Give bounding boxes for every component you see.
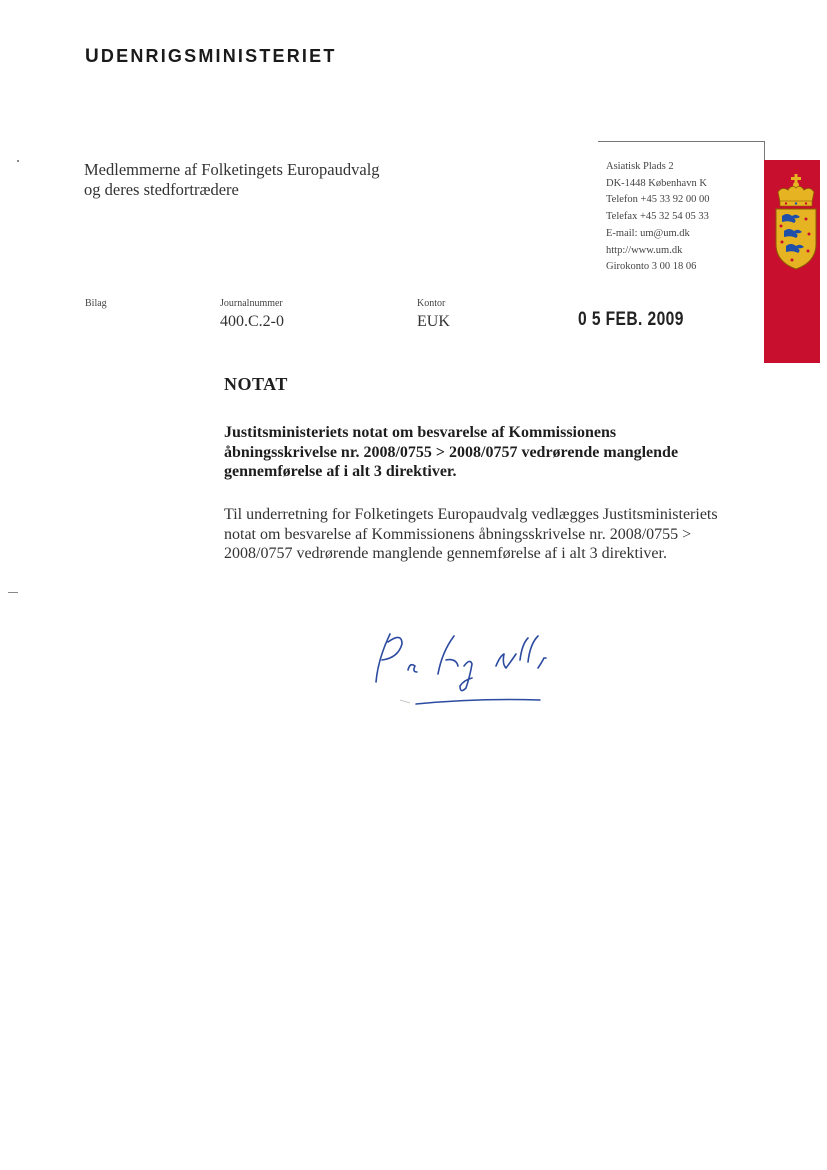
address-website: http://www.um.dk [606,244,683,256]
coat-of-arms-icon [772,172,820,272]
address-email: E-mail: um@um.dk [606,227,690,239]
recipient-block [84,160,380,200]
scan-mark [8,592,18,593]
signature [368,624,578,714]
document-type: NOTAT [224,374,288,394]
kontor-value: EUK [417,313,450,330]
address-fax: Telefax +45 32 54 05 33 [606,211,709,223]
scan-speck [17,160,19,162]
date-stamp: 0 5 FEB. 2009 [578,309,684,330]
address-city: DK-1448 København K [606,177,707,189]
address-street: Asiatisk Plads 2 [606,161,674,172]
address-phone: Telefon +45 33 92 00 00 [606,194,710,206]
journal-number: 400.C.2-0 [220,313,284,330]
address-divider [598,141,764,142]
document-body: Til underretning for Folketingets Europaudvalg vedlægges Justitsministeriets notat om besvarelse af Kommissionens åbningsskrivelse nr. 2008/0755 > 2008/0757 vedrørende manglende gennemførelse af i alt 3 direktiver. [224,506,718,562]
address-giro: Girokonto 3 00 18 06 [606,261,697,273]
bilag-label: Bilag [85,298,107,309]
document-subject: Justitsministeriets notat om besvarelse af Kommissionens åbningsskrivelse nr. 2008/0755 > 2008/0757 vedrørende manglende gennemførelse af i alt 3 direktiver. [224,424,679,480]
recipient-line-2: og deres stedfortrædere [84,180,239,199]
recipient-line-1: Medlemmerne af Folketingets Europaudvalg [84,160,380,179]
ministry-name: UDENRIGSMINISTERIET [85,46,337,67]
sender-address [606,159,709,276]
kontor-label: Kontor [417,298,446,309]
journal-label: Journalnummer [220,298,283,309]
